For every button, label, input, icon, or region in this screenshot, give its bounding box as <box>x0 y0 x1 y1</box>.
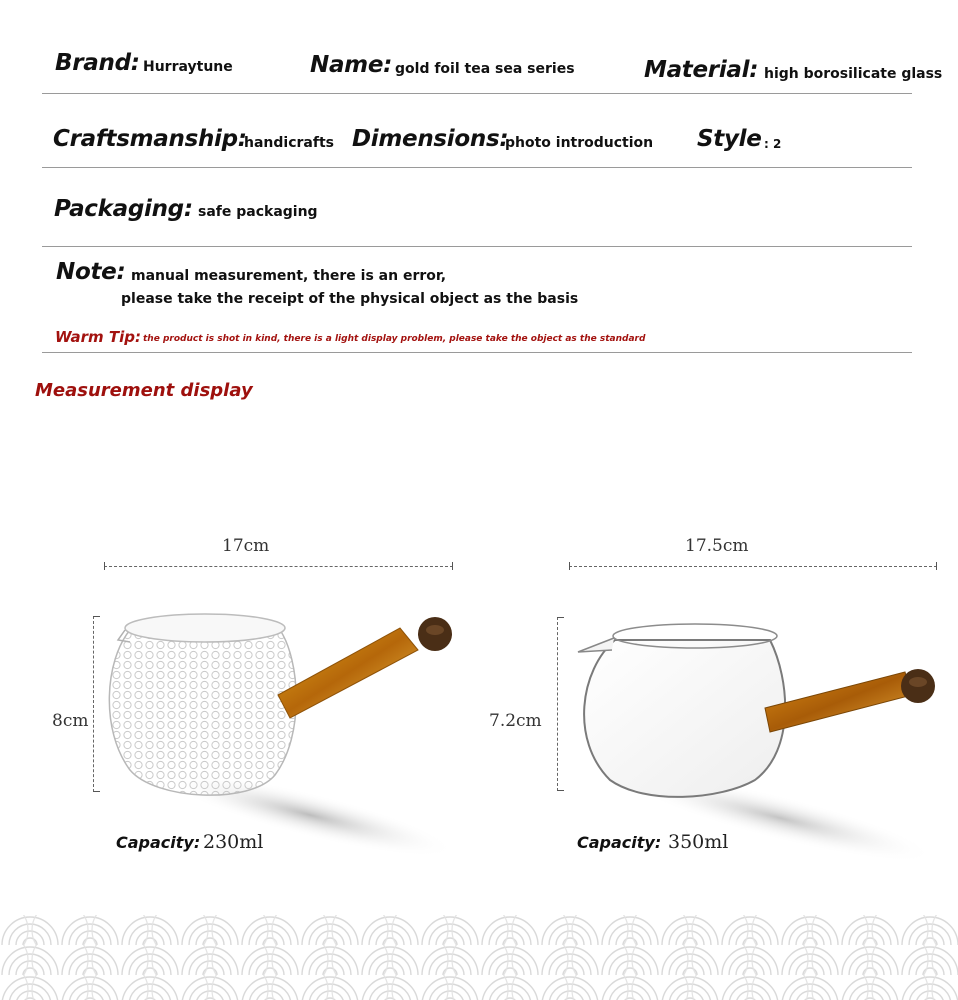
brand-value: Hurraytune <box>143 59 233 75</box>
warm-tip-value: the product is shot in kind, there is a light display problem, please take the object as the standard <box>143 334 646 344</box>
note-line-1: manual measurement, there is an error, <box>131 268 447 284</box>
note-line-2: please take the receipt of the physical object as the basis <box>121 291 579 307</box>
divider <box>42 246 912 247</box>
warm-tip-label: Warm Tip: <box>55 328 142 346</box>
width-dimension-line <box>104 566 453 567</box>
craftsmanship-label: Craftsmanship: <box>53 126 247 152</box>
tick <box>557 617 564 618</box>
height-dimension-line <box>93 616 94 792</box>
name-label: Name: <box>310 52 393 78</box>
dimensions-label: Dimensions: <box>352 126 509 152</box>
divider <box>42 167 912 168</box>
hammered-glass-pitcher-image <box>100 600 460 860</box>
height-label: 8cm <box>52 711 89 731</box>
tick <box>936 562 937 570</box>
width-label: 17cm <box>222 536 270 556</box>
packaging-value: safe packaging <box>198 204 318 220</box>
height-dimension-line <box>557 617 558 791</box>
tick <box>557 790 564 791</box>
craftsmanship-value: handicrafts <box>244 135 334 151</box>
divider <box>42 352 912 353</box>
capacity-label: Capacity: <box>116 833 201 852</box>
tick <box>569 562 570 570</box>
material-label: Material: <box>644 57 759 83</box>
capacity-value: 350ml <box>668 831 729 853</box>
capacity-value: 230ml <box>203 831 264 853</box>
name-value: gold foil tea sea series <box>395 61 575 77</box>
measurement-title: Measurement display <box>35 380 253 401</box>
width-label: 17.5cm <box>685 536 749 556</box>
tick <box>104 562 105 570</box>
note-label: Note: <box>56 259 126 285</box>
height-label: 7.2cm <box>489 711 542 731</box>
capacity-label: Capacity: <box>577 833 662 852</box>
smooth-glass-pitcher-image <box>570 600 958 860</box>
tick <box>452 562 453 570</box>
brand-label: Brand: <box>55 50 140 76</box>
tick <box>93 791 100 792</box>
dimensions-value: photo introduction <box>505 135 654 151</box>
packaging-label: Packaging: <box>54 196 193 222</box>
divider <box>42 93 912 94</box>
wave-pattern-decoration <box>0 915 958 1000</box>
width-dimension-line <box>569 566 937 567</box>
style-value: : 2 <box>764 137 782 151</box>
style-label: Style <box>697 126 762 152</box>
material-value: high borosilicate glass <box>764 66 943 82</box>
tick <box>93 616 100 617</box>
